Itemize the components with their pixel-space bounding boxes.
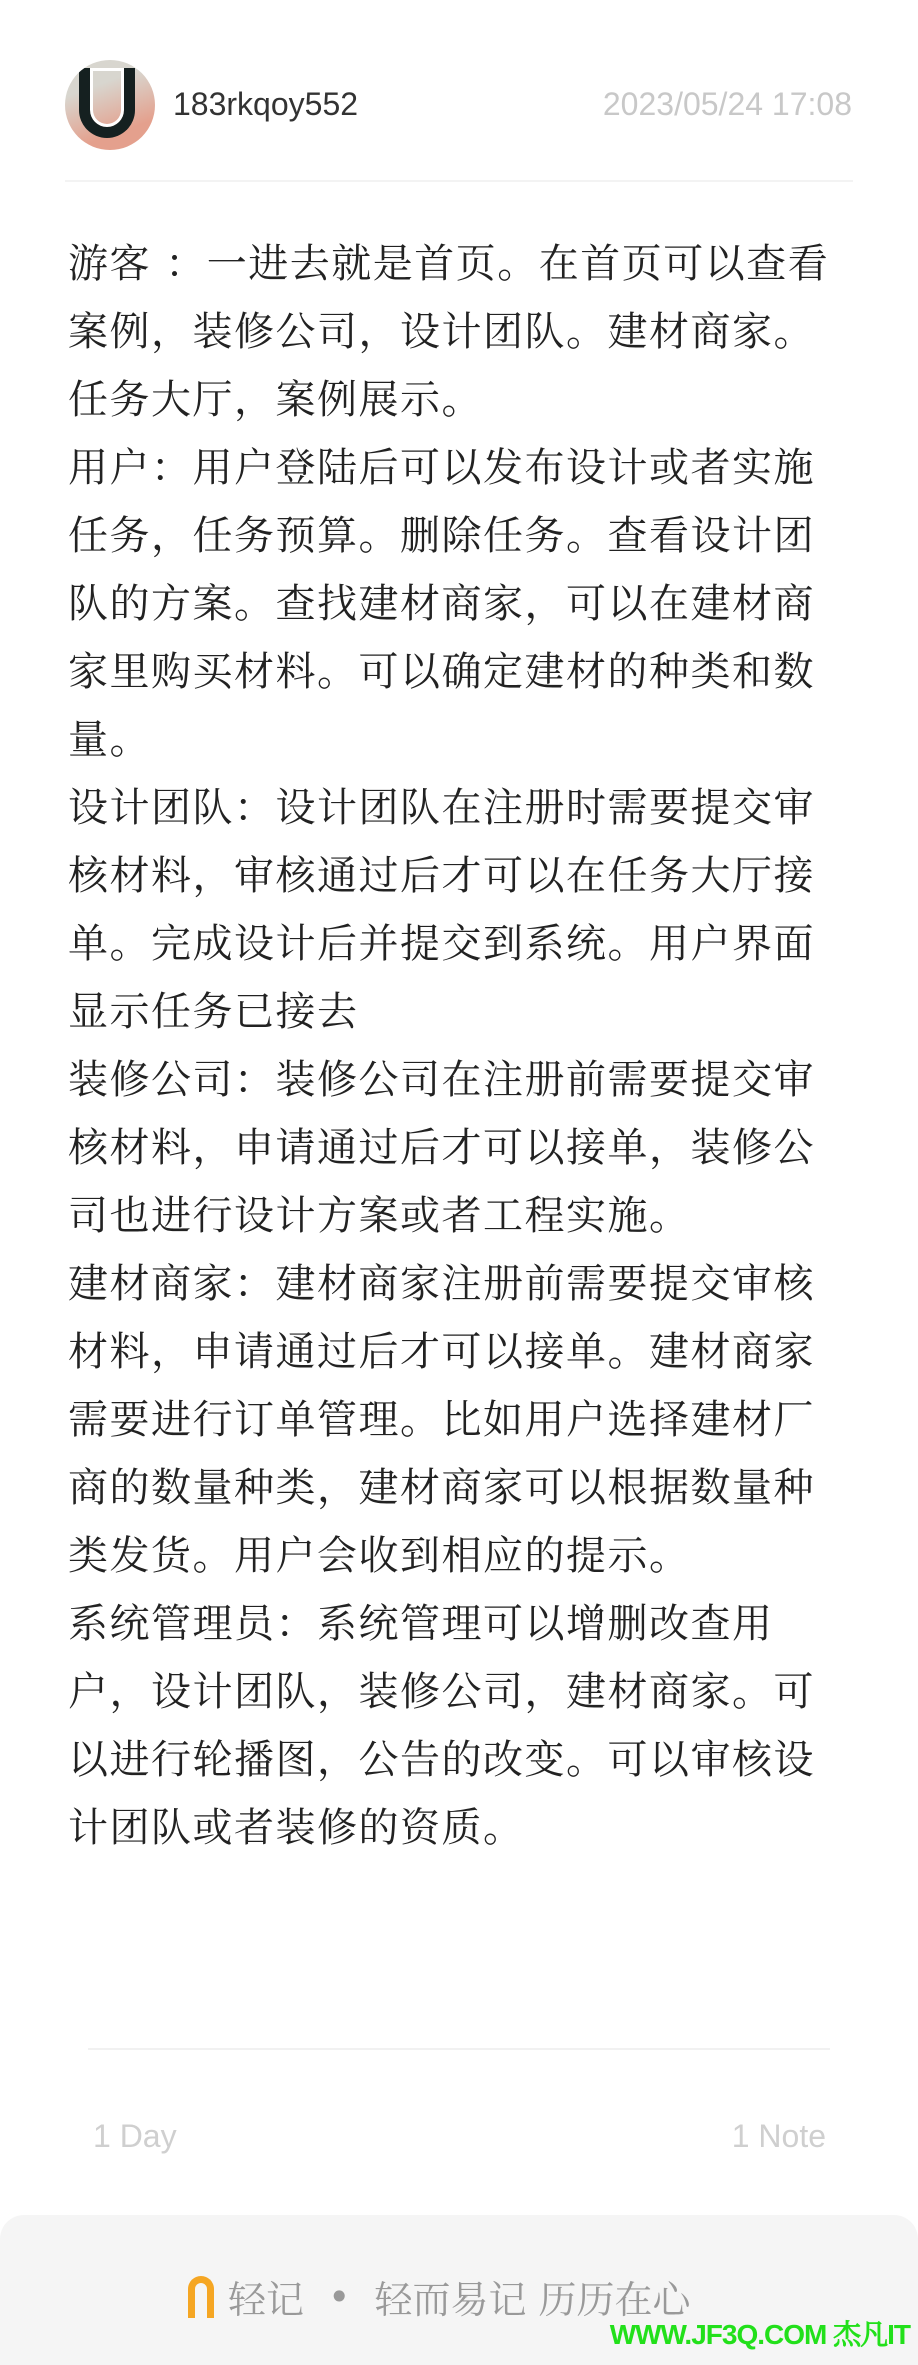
content-line: 材料，申请通过后才可以接单。建材商家 bbox=[68, 1329, 815, 1375]
content-line: 单。完成设计后并提交到系统。用户界面 bbox=[68, 921, 815, 967]
app-logo-icon bbox=[188, 2276, 214, 2318]
separator: • bbox=[328, 2274, 351, 2319]
content-line: 核材料，审核通过后才可以在任务大厅接 bbox=[68, 853, 815, 899]
content-line: 量。 bbox=[68, 717, 151, 763]
content-line: 装修公司：装修公司在注册前需要提交审 bbox=[68, 1057, 815, 1103]
content-line: 计团队或者装修的资质。 bbox=[68, 1805, 525, 1851]
app-name: 轻记 bbox=[228, 2278, 305, 2322]
content-line: 司也进行设计方案或者工程实施。 bbox=[68, 1193, 691, 1239]
slogan: 轻而易记 历历在心 bbox=[374, 2278, 691, 2322]
avatar-letter-icon bbox=[79, 68, 135, 138]
content-line: 商的数量种类，建材商家可以根据数量种 bbox=[68, 1465, 815, 1511]
content-line: 系统管理员：系统管理可以增删改查用 bbox=[68, 1601, 774, 1647]
content-line: 任务，任务预算。删除任务。查看设计团 bbox=[68, 513, 815, 559]
divider bbox=[65, 180, 853, 182]
content-line: 家里购买材料。可以确定建材的种类和数 bbox=[68, 649, 815, 695]
content-line: 显示任务已接去 bbox=[68, 989, 359, 1035]
content-line: 核材料，申请通过后才可以接单，装修公 bbox=[68, 1125, 815, 1171]
username: 183rkqoy552 bbox=[173, 86, 359, 122]
content-line: 案例，装修公司，设计团队。建材商家。 bbox=[68, 309, 815, 355]
day-count: 1 Day bbox=[93, 2118, 177, 2154]
avatar[interactable] bbox=[65, 60, 155, 150]
note-content bbox=[68, 230, 868, 1862]
footer bbox=[0, 2215, 918, 2365]
content-line: 需要进行订单管理。比如用户选择建材厂 bbox=[68, 1397, 815, 1443]
content-line: 游客 ：一进去就是首页。在首页可以查看 bbox=[68, 241, 830, 287]
note-datetime: 2023/05/24 17:08 bbox=[602, 86, 852, 122]
content-line: 建材商家：建材商家注册前需要提交审核 bbox=[68, 1261, 815, 1307]
note-count: 1 Note bbox=[731, 2118, 826, 2154]
content-line: 任务大厅，案例展示。 bbox=[68, 377, 483, 423]
content-line: 用户：用户登陆后可以发布设计或者实施 bbox=[68, 445, 815, 491]
content-line: 户，设计团队，装修公司，建材商家。可 bbox=[68, 1669, 815, 1715]
content-line: 设计团队：设计团队在注册时需要提交审 bbox=[68, 785, 815, 831]
content-line: 以进行轮播图，公告的改变。可以审核设 bbox=[68, 1737, 815, 1783]
note-header bbox=[0, 0, 918, 182]
content-line: 队的方案。查找建材商家，可以在建材商 bbox=[68, 581, 815, 627]
watermark: WWW.JF3Q.COM 杰凡IT bbox=[609, 2319, 910, 2350]
divider bbox=[88, 2048, 830, 2050]
content-line: 类发货。用户会收到相应的提示。 bbox=[68, 1533, 691, 1579]
